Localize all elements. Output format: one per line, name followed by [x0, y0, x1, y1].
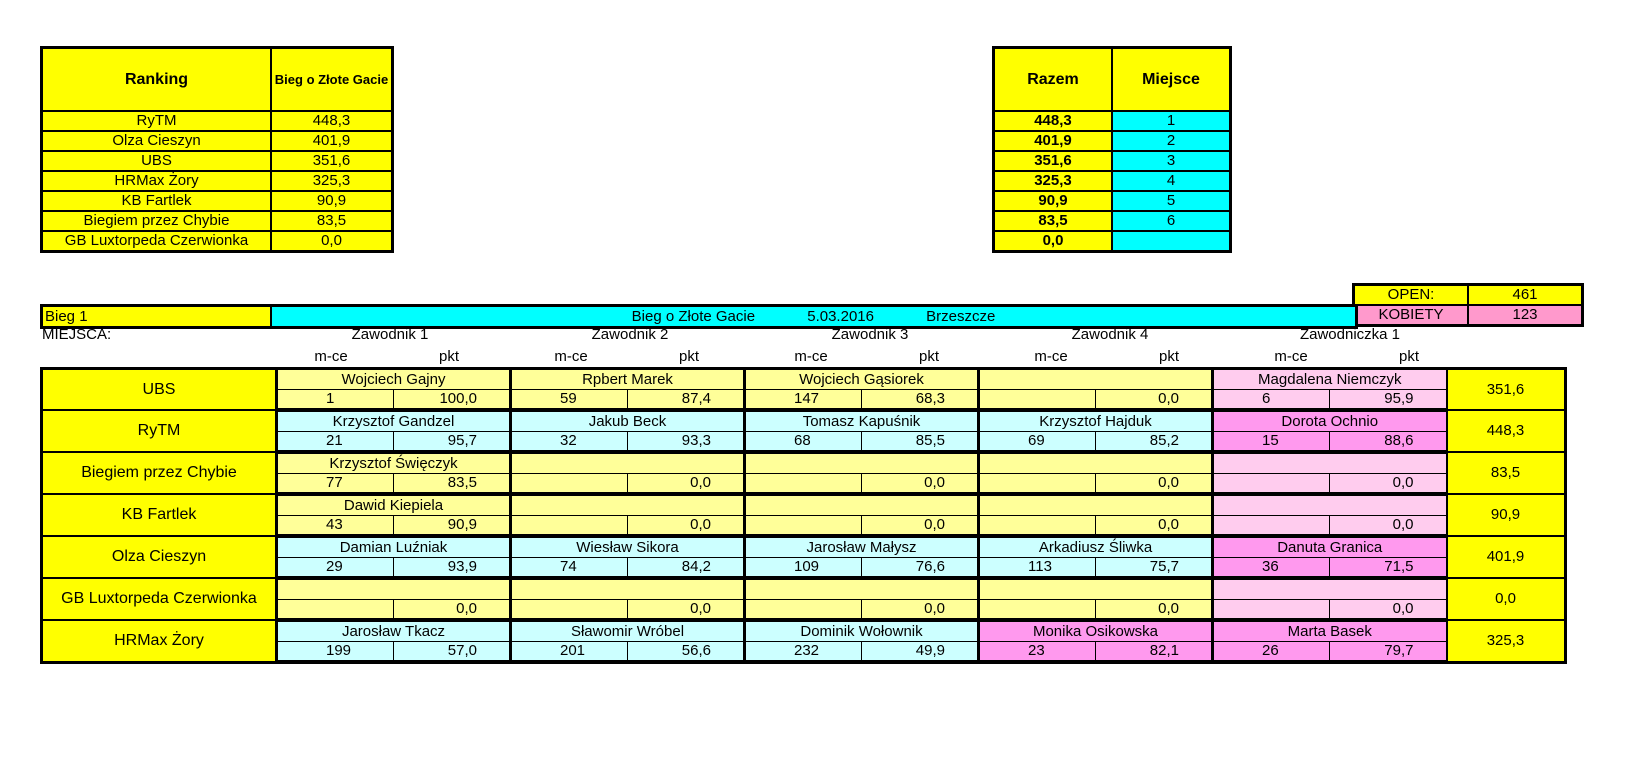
athlete-points: 49,9 — [862, 642, 979, 663]
athlete-name: Wojciech Gąsiorek — [745, 369, 979, 390]
team-row — [42, 410, 1566, 432]
athlete-place: 109 — [745, 558, 862, 579]
team-row — [42, 578, 1566, 600]
athlete-name — [511, 452, 745, 474]
athlete-name: Magdalena Niemczyk — [1213, 369, 1447, 390]
summary-place: 4 — [1112, 171, 1231, 191]
athlete-points: 84,2 — [628, 558, 745, 579]
ranking-team: RyTM — [42, 111, 272, 131]
ranking-header-race: Bieg o Złote Gacie — [271, 48, 393, 112]
sub-place-label: m-ce — [314, 348, 348, 365]
participant-counts — [1352, 283, 1584, 327]
race-info — [272, 307, 1355, 326]
athlete-points: 90,9 — [394, 516, 511, 537]
athlete-name — [979, 578, 1213, 600]
athlete-points: 76,6 — [862, 558, 979, 579]
athlete-points: 79,7 — [1330, 642, 1447, 663]
ranking-table — [40, 46, 394, 253]
athlete-place: 29 — [277, 558, 394, 579]
summary-total: 351,6 — [994, 151, 1113, 171]
athlete-name: Damian Luźniak — [277, 536, 511, 558]
athlete-name: Krzysztof Hajduk — [979, 410, 1213, 432]
athlete-name — [511, 578, 745, 600]
sub-points-label: pkt — [678, 348, 699, 365]
athlete-place: 32 — [511, 432, 628, 453]
race-label: Bieg 1 — [43, 307, 272, 326]
athlete-points: 0,0 — [394, 600, 511, 621]
athlete-name: Marta Basek — [1213, 620, 1447, 642]
summary-total: 0,0 — [994, 231, 1113, 252]
athlete-points: 68,3 — [862, 390, 979, 411]
athlete-name: Krzysztof Święczyk — [277, 452, 511, 474]
athlete-name — [979, 494, 1213, 516]
athlete-name — [745, 578, 979, 600]
athlete-heading: Zawodnik 3 — [831, 326, 909, 343]
athlete-name — [745, 452, 979, 474]
athlete-place: 43 — [277, 516, 394, 537]
sub-points-label: pkt — [1158, 348, 1179, 365]
athlete-name: Dominik Wołownik — [745, 620, 979, 642]
athlete-name — [1213, 494, 1447, 516]
athlete-place: 113 — [979, 558, 1096, 579]
athlete-name: Danuta Granica — [1213, 536, 1447, 558]
athlete-place — [1213, 600, 1330, 621]
athlete-name — [1213, 578, 1447, 600]
athlete-points: 93,3 — [628, 432, 745, 453]
sub-points-label: pkt — [1398, 348, 1419, 365]
ranking-row — [42, 211, 393, 231]
ranking-row — [42, 151, 393, 171]
team-total: 90,9 — [1447, 494, 1566, 536]
summary-place: 1 — [1112, 111, 1231, 131]
athlete-points: 0,0 — [1330, 600, 1447, 621]
open-value: 461 — [1468, 285, 1583, 306]
athlete-place — [745, 516, 862, 537]
sub-place-label: m-ce — [554, 348, 588, 365]
athlete-name: Dawid Kiepiela — [277, 494, 511, 516]
ranking-row — [42, 191, 393, 211]
athlete-name — [511, 494, 745, 516]
race-place: Brzeszcze — [926, 308, 996, 325]
race-date: 5.03.2016 — [807, 308, 874, 325]
summary-row — [994, 151, 1231, 171]
athlete-place: 199 — [277, 642, 394, 663]
athlete-points: 0,0 — [862, 516, 979, 537]
athlete-place — [979, 390, 1096, 411]
athlete-name: Jakub Beck — [511, 410, 745, 432]
athlete-place — [511, 474, 628, 495]
ranking-value: 90,9 — [271, 191, 393, 211]
athlete-name: Sławomir Wróbel — [511, 620, 745, 642]
athlete-place: 68 — [745, 432, 862, 453]
athlete-place: 74 — [511, 558, 628, 579]
athlete-place: 23 — [979, 642, 1096, 663]
summary-place: 6 — [1112, 211, 1231, 231]
athlete-place — [1213, 516, 1330, 537]
ranking-value: 351,6 — [271, 151, 393, 171]
athlete-place: 232 — [745, 642, 862, 663]
athlete-points: 88,6 — [1330, 432, 1447, 453]
athlete-points: 93,9 — [394, 558, 511, 579]
summary-header-total: Razem — [994, 48, 1113, 112]
summary-place: 3 — [1112, 151, 1231, 171]
summary-table — [992, 46, 1232, 253]
athlete-place — [979, 600, 1096, 621]
athlete-place: 21 — [277, 432, 394, 453]
summary-row — [994, 111, 1231, 131]
athlete-place: 59 — [511, 390, 628, 411]
athlete-points: 0,0 — [1096, 390, 1213, 411]
athlete-place: 36 — [1213, 558, 1330, 579]
ranking-header-team: Ranking — [42, 48, 272, 112]
athlete-name: Dorota Ochnio — [1213, 410, 1447, 432]
athlete-name: Wiesław Sikora — [511, 536, 745, 558]
team-name: Olza Cieszyn — [42, 536, 277, 578]
team-name: UBS — [42, 369, 277, 411]
athlete-place — [745, 474, 862, 495]
athlete-points: 0,0 — [862, 600, 979, 621]
ranking-value: 325,3 — [271, 171, 393, 191]
athlete-points: 0,0 — [628, 516, 745, 537]
athlete-place: 77 — [277, 474, 394, 495]
athlete-place — [979, 474, 1096, 495]
athlete-points: 56,6 — [628, 642, 745, 663]
women-label: KOBIETY — [1354, 305, 1469, 326]
team-name: RyTM — [42, 410, 277, 452]
athlete-place: 201 — [511, 642, 628, 663]
athlete-place — [511, 600, 628, 621]
athlete-points: 57,0 — [394, 642, 511, 663]
summary-place — [1112, 231, 1231, 252]
athlete-name — [277, 578, 511, 600]
ranking-value: 0,0 — [271, 231, 393, 252]
team-total: 448,3 — [1447, 410, 1566, 452]
athlete-name: Monika Osikowska — [979, 620, 1213, 642]
athlete-points: 0,0 — [1330, 516, 1447, 537]
athlete-heading: Zawodnik 2 — [591, 326, 669, 343]
athlete-points: 87,4 — [628, 390, 745, 411]
athlete-points: 0,0 — [1096, 474, 1213, 495]
sub-points-label: pkt — [918, 348, 939, 365]
athlete-name: Arkadiusz Śliwka — [979, 536, 1213, 558]
athlete-points: 71,5 — [1330, 558, 1447, 579]
ranking-value: 401,9 — [271, 131, 393, 151]
athlete-points: 100,0 — [394, 390, 511, 411]
athlete-place — [979, 516, 1096, 537]
athlete-name — [979, 369, 1213, 390]
ranking-row — [42, 131, 393, 151]
athlete-place — [745, 600, 862, 621]
ranking-team: Olza Cieszyn — [42, 131, 272, 151]
race-name: Bieg o Złote Gacie — [631, 308, 756, 325]
team-name: Biegiem przez Chybie — [42, 452, 277, 494]
sub-points-label: pkt — [438, 348, 459, 365]
athlete-heading: Zawodniczka 1 — [1299, 326, 1401, 343]
team-total: 401,9 — [1447, 536, 1566, 578]
athlete-points: 0,0 — [1096, 516, 1213, 537]
sub-place-label: m-ce — [794, 348, 828, 365]
ranking-team: UBS — [42, 151, 272, 171]
team-row — [42, 369, 1566, 390]
athlete-name: Wojciech Gajny — [277, 369, 511, 390]
team-total: 0,0 — [1447, 578, 1566, 620]
athlete-heading: Zawodnik 1 — [351, 326, 429, 343]
athlete-name: Jarosław Małysz — [745, 536, 979, 558]
summary-total: 448,3 — [994, 111, 1113, 131]
athlete-points: 0,0 — [1096, 600, 1213, 621]
athlete-place: 147 — [745, 390, 862, 411]
athlete-points: 85,2 — [1096, 432, 1213, 453]
athlete-points: 75,7 — [1096, 558, 1213, 579]
summary-place: 5 — [1112, 191, 1231, 211]
athlete-points: 95,9 — [1330, 390, 1447, 411]
open-label: OPEN: — [1354, 285, 1469, 306]
athlete-place: 6 — [1213, 390, 1330, 411]
ranking-row — [42, 111, 393, 131]
athlete-place: 15 — [1213, 432, 1330, 453]
athlete-points: 82,1 — [1096, 642, 1213, 663]
summary-row — [994, 231, 1231, 252]
summary-row — [994, 131, 1231, 151]
ranking-value: 83,5 — [271, 211, 393, 231]
team-name: KB Fartlek — [42, 494, 277, 536]
ranking-row — [42, 171, 393, 191]
ranking-team: KB Fartlek — [42, 191, 272, 211]
athlete-name — [1213, 452, 1447, 474]
team-total: 83,5 — [1447, 452, 1566, 494]
athlete-heading: Zawodnik 4 — [1071, 326, 1149, 343]
team-row — [42, 620, 1566, 642]
athlete-place: 69 — [979, 432, 1096, 453]
athlete-place: 1 — [277, 390, 394, 411]
athlete-name: Tomasz Kapuśnik — [745, 410, 979, 432]
summary-total: 325,3 — [994, 171, 1113, 191]
team-total: 325,3 — [1447, 620, 1566, 662]
athlete-place — [1213, 474, 1330, 495]
team-row — [42, 536, 1566, 558]
summary-total: 83,5 — [994, 211, 1113, 231]
ranking-value: 448,3 — [271, 111, 393, 131]
athlete-points: 0,0 — [628, 600, 745, 621]
women-value: 123 — [1468, 305, 1583, 326]
athlete-name — [979, 452, 1213, 474]
ranking-team: HRMax Żory — [42, 171, 272, 191]
places-label: MIEJSCA: — [42, 326, 112, 343]
athlete-place — [277, 600, 394, 621]
team-row — [42, 494, 1566, 516]
summary-row — [994, 191, 1231, 211]
ranking-team: GB Luxtorpeda Czerwionka — [42, 231, 272, 252]
athlete-points: 85,5 — [862, 432, 979, 453]
team-name: HRMax Żory — [42, 620, 277, 662]
athlete-points: 95,7 — [394, 432, 511, 453]
athlete-points: 83,5 — [394, 474, 511, 495]
team-name: GB Luxtorpeda Czerwionka — [42, 578, 277, 620]
athlete-name: Krzysztof Gandzel — [277, 410, 511, 432]
athlete-points: 0,0 — [628, 474, 745, 495]
summary-total: 401,9 — [994, 131, 1113, 151]
team-total: 351,6 — [1447, 369, 1566, 411]
ranking-row — [42, 231, 393, 252]
athlete-name: Jarosław Tkacz — [277, 620, 511, 642]
athlete-points: 0,0 — [862, 474, 979, 495]
athlete-points: 0,0 — [1330, 474, 1447, 495]
summary-place: 2 — [1112, 131, 1231, 151]
summary-row — [994, 171, 1231, 191]
ranking-team: Biegiem przez Chybie — [42, 211, 272, 231]
athlete-name — [745, 494, 979, 516]
summary-header-place: Miejsce — [1112, 48, 1231, 112]
summary-total: 90,9 — [994, 191, 1113, 211]
athlete-name: Rpbert Marek — [511, 369, 745, 390]
results-table — [40, 367, 1567, 664]
sub-place-label: m-ce — [1274, 348, 1308, 365]
team-row — [42, 452, 1566, 474]
athlete-place — [511, 516, 628, 537]
athlete-place: 26 — [1213, 642, 1330, 663]
summary-row — [994, 211, 1231, 231]
sub-place-label: m-ce — [1034, 348, 1068, 365]
